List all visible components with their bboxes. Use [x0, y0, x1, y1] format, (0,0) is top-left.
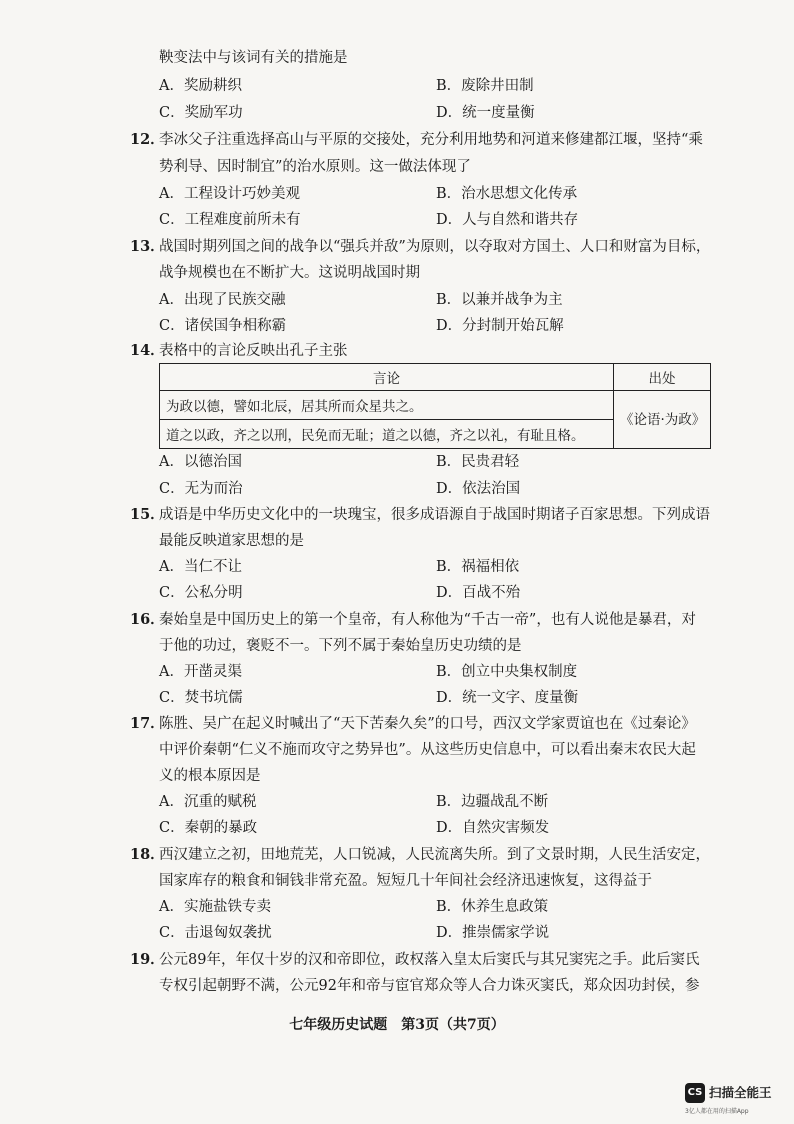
q15-option-d: D．百战不殆	[436, 585, 521, 601]
q16-option-b: B．创立中央集权制度	[436, 664, 578, 680]
q11-stem-tail: 鞅变法中与该词有关的措施是	[159, 50, 348, 66]
q18-stem-line2: 国家库存的粮食和铜钱非常充盈。短短几十年间社会经济迅速恢复，这得益于	[159, 873, 652, 889]
q18-option-a: A．实施盐铁专卖	[159, 899, 271, 915]
q17-stem-line3: 义的根本原因是	[159, 768, 261, 784]
q15-option-a: A．当仁不让	[159, 559, 242, 575]
q12-number: 12．	[130, 131, 165, 148]
q19-stem-line1: 公元89年，年仅十岁的汉和帝即位，政权落入皇太后窦氏与其兄窦宪之手。此后窦氏	[159, 952, 700, 968]
q11-option-d: D．统一度量衡	[436, 105, 535, 121]
q17-option-c: C．秦朝的暴政	[159, 820, 258, 836]
q14-option-b: B．民贵君轻	[436, 454, 520, 470]
q17-option-d: D．自然灾害频发	[436, 820, 550, 836]
q15-option-b: B．祸福相依	[436, 559, 520, 575]
table-header-source: 出处	[614, 364, 711, 391]
camscanner-tagline: 3亿人都在用的扫描App	[685, 1108, 749, 1115]
q13-stem-line1: 战国时期列国之间的战争以“强兵并敌”为原则，以夺取对方国土、人口和财富为目标，	[159, 239, 711, 255]
q12-option-b: B．治水思想文化传承	[436, 186, 578, 202]
quotes-table	[159, 363, 711, 449]
q15-stem-line1: 成语是中华历史文化中的一块瑰宝，很多成语源自于战国时期诸子百家思想。下列成语	[159, 507, 710, 523]
table-quote-2: 道之以政，齐之以刑，民免而无耻；道之以德，齐之以礼，有耻且格。	[160, 420, 614, 449]
q12-option-d: D．人与自然和谐共存	[436, 212, 579, 228]
q13-option-b: B．以兼并战争为主	[436, 292, 563, 308]
q16-option-c: C．焚书坑儒	[159, 690, 243, 706]
q11-option-a: A．奖励耕织	[159, 78, 242, 94]
q19-number: 19．	[130, 951, 165, 968]
q13-option-c: C．诸侯国争相称霸	[159, 318, 287, 334]
q12-option-a: A．工程设计巧妙美观	[159, 186, 300, 202]
table-quote-1: 为政以德，譬如北辰，居其所而众星共之。	[160, 391, 614, 420]
q16-stem-line1: 秦始皇是中国历史上的第一个皇帝，有人称他为“千古一帝”，也有人说他是暴君，对	[159, 612, 696, 628]
q14-option-a: A．以德治国	[159, 454, 242, 470]
q17-option-b: B．边疆战乱不断	[436, 794, 549, 810]
q17-stem-line2: 中评价秦朝“仁义不施而攻守之势异也”。从这些历史信息中，可以看出秦末农民大起	[159, 742, 696, 758]
q19-stem-line2: 专权引起朝野不满，公元92年和帝与宦官郑众等人合力诛灭窦氏，郑众因功封侯，参	[159, 978, 700, 994]
q12-option-c: C．工程难度前所未有	[159, 212, 301, 228]
q13-option-a: A．出现了民族交融	[159, 292, 286, 308]
q16-number: 16．	[130, 611, 165, 628]
q14-number: 14．	[130, 342, 165, 359]
q12-stem-line2: 势利导、因时制宜”的治水原则。这一做法体现了	[159, 159, 471, 175]
q14-option-c: C．无为而治	[159, 481, 243, 497]
q17-number: 17．	[130, 715, 165, 732]
table-header-quote: 言论	[160, 364, 614, 391]
q18-number: 18．	[130, 846, 165, 863]
q16-stem-line2: 于他的功过，褒贬不一。下列不属于秦始皇历史功绩的是	[159, 638, 522, 654]
q15-number: 15．	[130, 506, 165, 523]
q11-option-c: C．奖励军功	[159, 105, 243, 121]
page-footer: 七年级历史试题 第3页（共7页）	[289, 1017, 505, 1033]
q14-option-d: D．依法治国	[436, 481, 521, 497]
q16-option-d: D．统一文字、度量衡	[436, 690, 579, 706]
q13-stem-line2: 战争规模也在不断扩大。这说明战国时期	[159, 265, 420, 281]
q18-option-d: D．推崇儒家学说	[436, 925, 550, 941]
table-source-cell: 《论语·为政》	[614, 391, 711, 449]
q17-option-a: A．沉重的赋税	[159, 794, 257, 810]
camscanner-logo-icon: CS	[685, 1083, 705, 1103]
q14-stem-line1: 表格中的言论反映出孔子主张	[159, 343, 348, 359]
q18-stem-line1: 西汉建立之初，田地荒芜，人口锐减，人民流离失所。到了文景时期，人民生活安定，	[159, 847, 710, 863]
q18-option-b: B．休养生息政策	[436, 899, 549, 915]
q13-option-d: D．分封制开始瓦解	[436, 318, 564, 334]
q17-stem-line1: 陈胜、吴广在起义时喊出了“天下苦秦久矣”的口号，西汉文学家贾谊也在《过秦论》	[159, 716, 696, 732]
q18-option-c: C．击退匈奴袭扰	[159, 925, 272, 941]
q16-option-a: A．开凿灵渠	[159, 664, 242, 680]
q15-stem-line2: 最能反映道家思想的是	[159, 533, 304, 549]
q15-option-c: C．公私分明	[159, 585, 243, 601]
q13-number: 13．	[130, 238, 165, 255]
q11-option-b: B．废除井田制	[436, 78, 534, 94]
camscanner-name: 扫描全能王	[709, 1085, 772, 1100]
q12-stem-line1: 李冰父子注重选择高山与平原的交接处，充分利用地势和河道来修建都江堰，坚持“乘	[159, 132, 703, 148]
